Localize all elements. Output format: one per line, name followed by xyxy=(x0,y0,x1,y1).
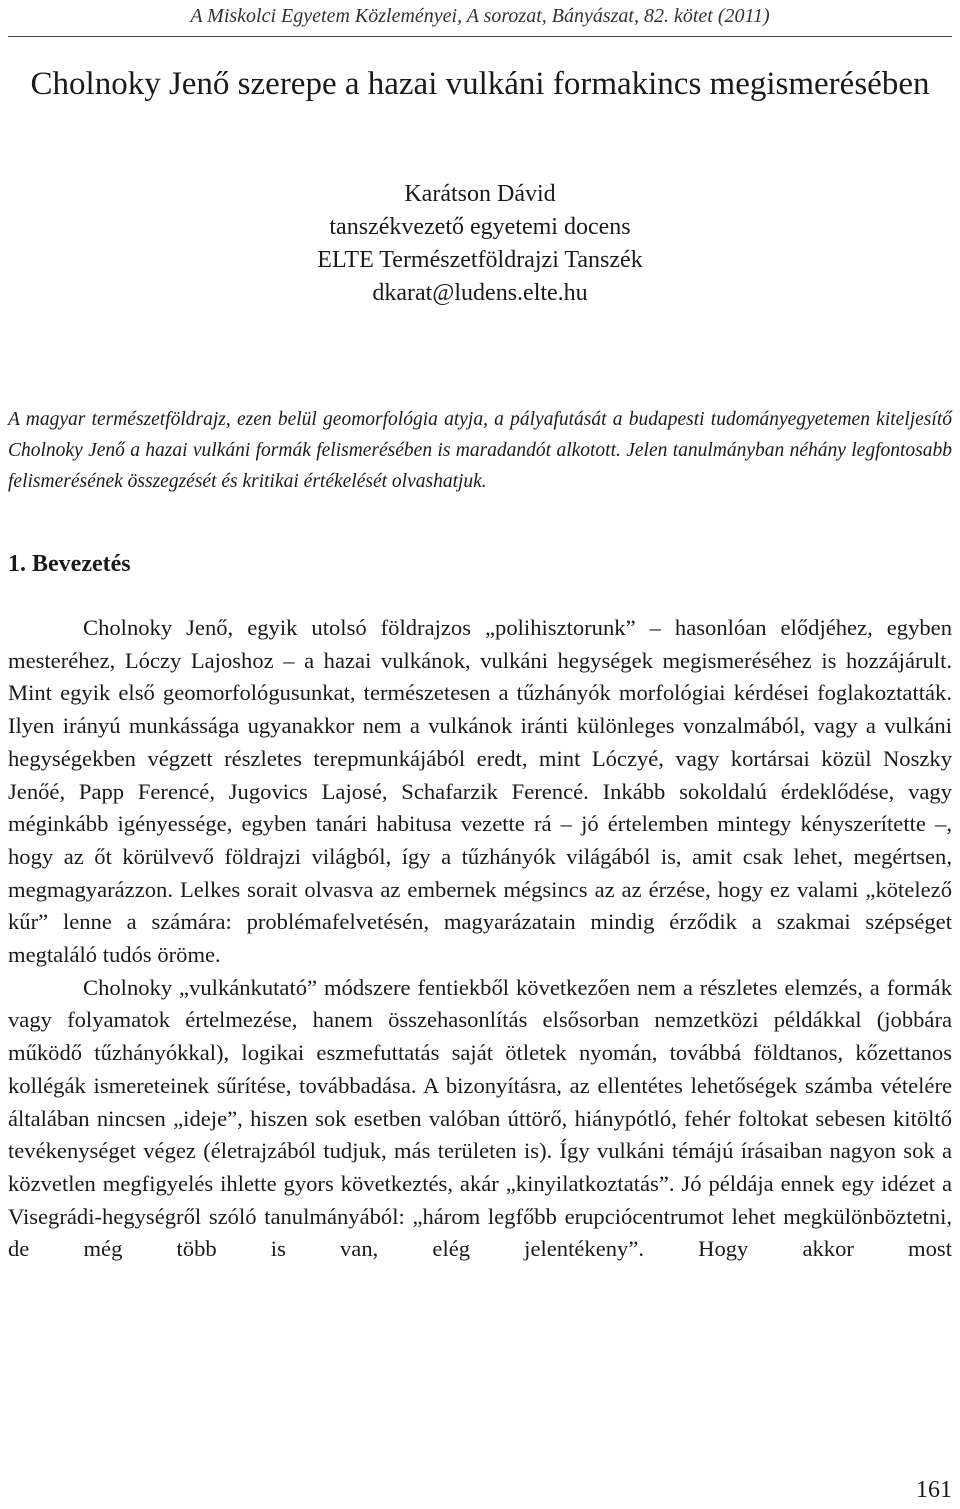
body-paragraph: Cholnoky „vulkánkutató” módszere fentiekből következően nem a részletes elemzés, a formák vagy folyamatok értelmezése, hanem összehasonlítás elsősorban nemzetközi példákkal (jobbára működő tűzhányókkal), logikai eszmefuttatás saját ötletek nyomán, továbbá földtanos, kőzettanos kollégák ismereteinek sűrítése, továbbadása. A bizonyításra, az ellentétes lehetőségek számba vételére általában nincsen „ideje”, hiszen sok esetben valóban úttörő, hiánypótló, fehér foltokat sebesen kitöltő tevékenységet végez (életrajzából tudjuk, más területen is). Így vulkáni témájú írásaiban nagyon sok a közvetlen megfigyelés ihlette gyors következtés, akár „kinyilatkoztatás”. Jó példája ennek egy idézet a Visegrádi-hegységről szóló tanulmányából: „három legfőbb erupciócentrumot lehet megkülönböztetni, de még több is van, elég jelentékeny”. Hogy akkor most xyxy=(8,974,952,1262)
body-paragraph: Cholnoky Jenő, egyik utolsó földrajzos „polihisztorunk” – hasonlóan elődjéhez, egyben mesteréhez, Lóczy Lajoshoz – a hazai vulkánok, vulkáni hegységek megismeréséhez is hozzájárult. Mint egyik első geomorfológusunkat, természetesen a tűzhányók morfológiai kérdései foglakoztatták. Ilyen irányú munkássága ugyanakkor nem a vulkánok iránti különleges vonzalmából, vagy a vulkáni hegységekben végzett részletes terepmunkájából eredt, mint Lóczyé, vagy kortársai közül Noszky Jenőé, Papp Ferencé, Jugovics Lajosé, Schafarzik Ferencé. Inkább sokoldalú érdeklődése, vagy méginkább igényessége, egyben tanári habitusa vezette rá – jó értelemben mintegy kényszerítette –, hogy az őt körülvevő földrajzi világból, így a tűzhányók világából is, amit csak lehet, megértsen, megmagyarázzon. Lelkes sorait olvasva az embernek mégsincs az az érzése, hogy ez valami „kötelező kűr” lenne a számára: problémafelvetésén, magyarázatain mindig érződik a szakmai szépséget megtaláló tudós öröme. xyxy=(8,615,952,968)
page-number: 161 xyxy=(916,1477,952,1503)
article-title: Cholnoky Jenő szerepe a hazai vulkáni formakincs megismerésében xyxy=(30,66,930,102)
running-header: A Miskolci Egyetem Közleményei, A sorozat, Bányászat, 82. kötet (2011) xyxy=(190,5,770,27)
abstract: A magyar természetföldrajz, ezen belül geomorfológia atyja, a pályafutását a budapesti tudományegyetemen kiteljesítő Cholnoky Jenő a hazai vulkáni formák felismerésében is maradandót alkotott. Jelen tanulmányban néhány legfontosabb felismerésének összegzését és kritikai értékelését olvashatjuk. xyxy=(8,409,952,492)
author-block xyxy=(0,178,960,310)
body-text xyxy=(8,612,952,1266)
author-institution: ELTE Természetföldrajzi Tanszék xyxy=(317,247,643,273)
author-position: tanszékvezető egyetemi docens xyxy=(329,214,631,240)
header-divider xyxy=(8,36,952,37)
section-heading: 1. Bevezetés xyxy=(8,551,131,577)
author-email: dkarat@ludens.elte.hu xyxy=(372,280,588,306)
author-name: Karátson Dávid xyxy=(404,181,556,207)
